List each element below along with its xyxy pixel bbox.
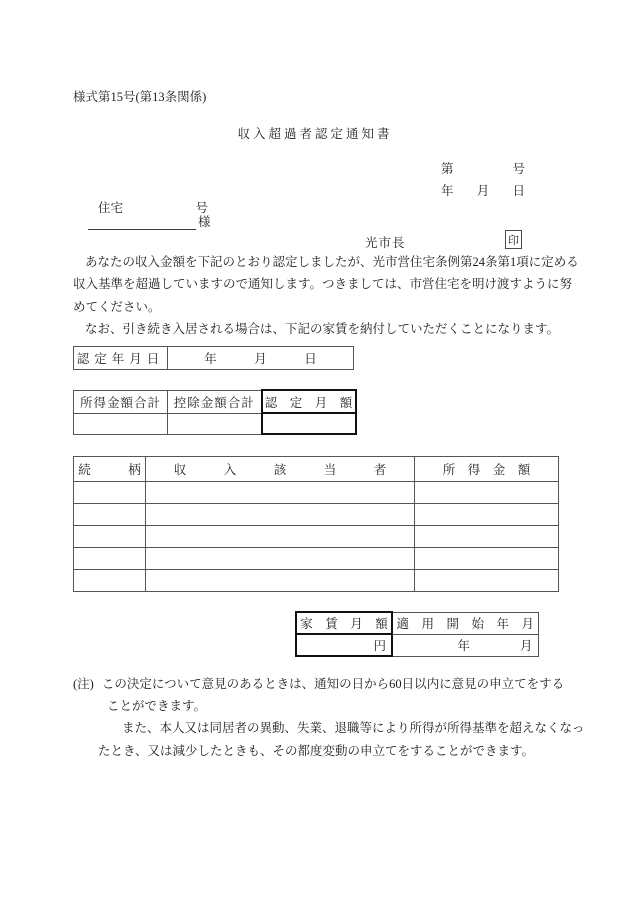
income-person-cell <box>146 548 415 570</box>
income-amount-cell <box>415 482 559 504</box>
application-start-header-cell: 適 用 開 始 年 月 <box>392 612 538 634</box>
income-total-header-cell: 所得金額合計 <box>74 390 168 413</box>
deduction-total-header-cell: 控除金額合計 <box>168 390 262 413</box>
income-person-cell <box>146 482 415 504</box>
relationship-cell <box>74 482 146 504</box>
relationship-cell <box>74 548 146 570</box>
date-month-label: 月 <box>476 184 490 198</box>
issuer-name: 光市長 <box>365 236 406 250</box>
table-header-row <box>296 612 538 634</box>
date-day-label: 日 <box>512 184 525 198</box>
income-amount-cell <box>415 504 559 526</box>
relationship-cell <box>74 526 146 548</box>
housing-label: 住宅 <box>98 201 124 215</box>
certified-monthly-value-cell <box>262 413 356 434</box>
application-start-value-cell: 年 月 <box>392 634 538 656</box>
deduction-total-value-cell <box>168 413 262 434</box>
doc-number-suffix: 号 <box>512 162 525 176</box>
income-person-cell <box>146 570 415 592</box>
cert-date-value-cell: 年 月 日 <box>168 347 354 370</box>
body-paragraph <box>73 251 579 340</box>
document-number-row <box>441 159 525 177</box>
note-line: ことができます。 <box>107 699 207 714</box>
income-amount-cell <box>415 548 559 570</box>
member-row <box>74 504 559 526</box>
rent-table <box>295 611 539 657</box>
relationship-cell <box>74 570 146 592</box>
table-row <box>74 413 356 434</box>
body-line: めてください。 <box>73 299 161 314</box>
table-row <box>296 634 538 656</box>
relationship-header-cell: 続 柄 <box>74 457 146 482</box>
member-row <box>74 526 559 548</box>
income-person-header-cell: 収 入 該 当 者 <box>146 457 415 482</box>
income-members-table <box>73 456 559 592</box>
doc-number-prefix: 第 <box>441 162 454 176</box>
certified-monthly-header-cell: 認 定 月 額 <box>262 390 356 413</box>
income-person-cell <box>146 504 415 526</box>
note-block <box>73 673 583 762</box>
table-header-row <box>74 457 559 482</box>
recipient-honorific: 様 <box>198 215 211 229</box>
rent-monthly-header-cell: 家 賃 月 額 <box>296 612 392 634</box>
rent-yen-cell: 円 <box>296 634 392 656</box>
table-row <box>74 390 356 413</box>
relationship-cell <box>74 504 146 526</box>
note-line: たとき、又は減少したときも、その都度変動の申立てをすることができます。 <box>98 743 535 758</box>
page-title: 収入超過者認定通知書 <box>237 127 393 141</box>
cert-date-label-cell: 認定年月日 <box>74 347 168 370</box>
seal-icon: 印 <box>505 230 522 249</box>
form-number: 様式第15号(第13条関係) <box>73 90 207 104</box>
body-line: 収入基準を超過していますので通知します。つきましては、市営住宅を明け渡すように努 <box>73 277 573 292</box>
document-date-row <box>441 181 525 199</box>
note-marker: (注) <box>73 677 94 691</box>
income-amount-header-cell: 所 得 金 額 <box>415 457 559 482</box>
certification-date-table <box>73 346 354 370</box>
member-row <box>74 548 559 570</box>
body-line: あなたの収入金額を下記のとおり認定しましたが、光市営住宅条例第24条第1項に定める <box>85 255 579 269</box>
table-row <box>74 347 354 370</box>
income-amount-cell <box>415 526 559 548</box>
note-line: (注) この決定について意見のあるときは、通知の日から60日以内に意見の申立てをする <box>73 677 565 691</box>
body-line: なお、引き続き入居される場合は、下記の家賃を納付していただくことになります。 <box>85 321 560 336</box>
income-amount-cell <box>415 570 559 592</box>
recipient-name-underline <box>88 213 196 230</box>
income-person-cell <box>146 526 415 548</box>
amounts-table <box>73 389 357 435</box>
recipient-name-line <box>88 212 211 230</box>
housing-number-suffix: 号 <box>195 201 208 215</box>
member-row <box>74 482 559 504</box>
date-year-label: 年 <box>441 184 454 198</box>
income-total-value-cell <box>74 413 168 434</box>
member-row <box>74 570 559 592</box>
note-line: また、本人又は同居者の異動、失業、退職等により所得が所得基準を超えなくなっ <box>122 721 585 736</box>
